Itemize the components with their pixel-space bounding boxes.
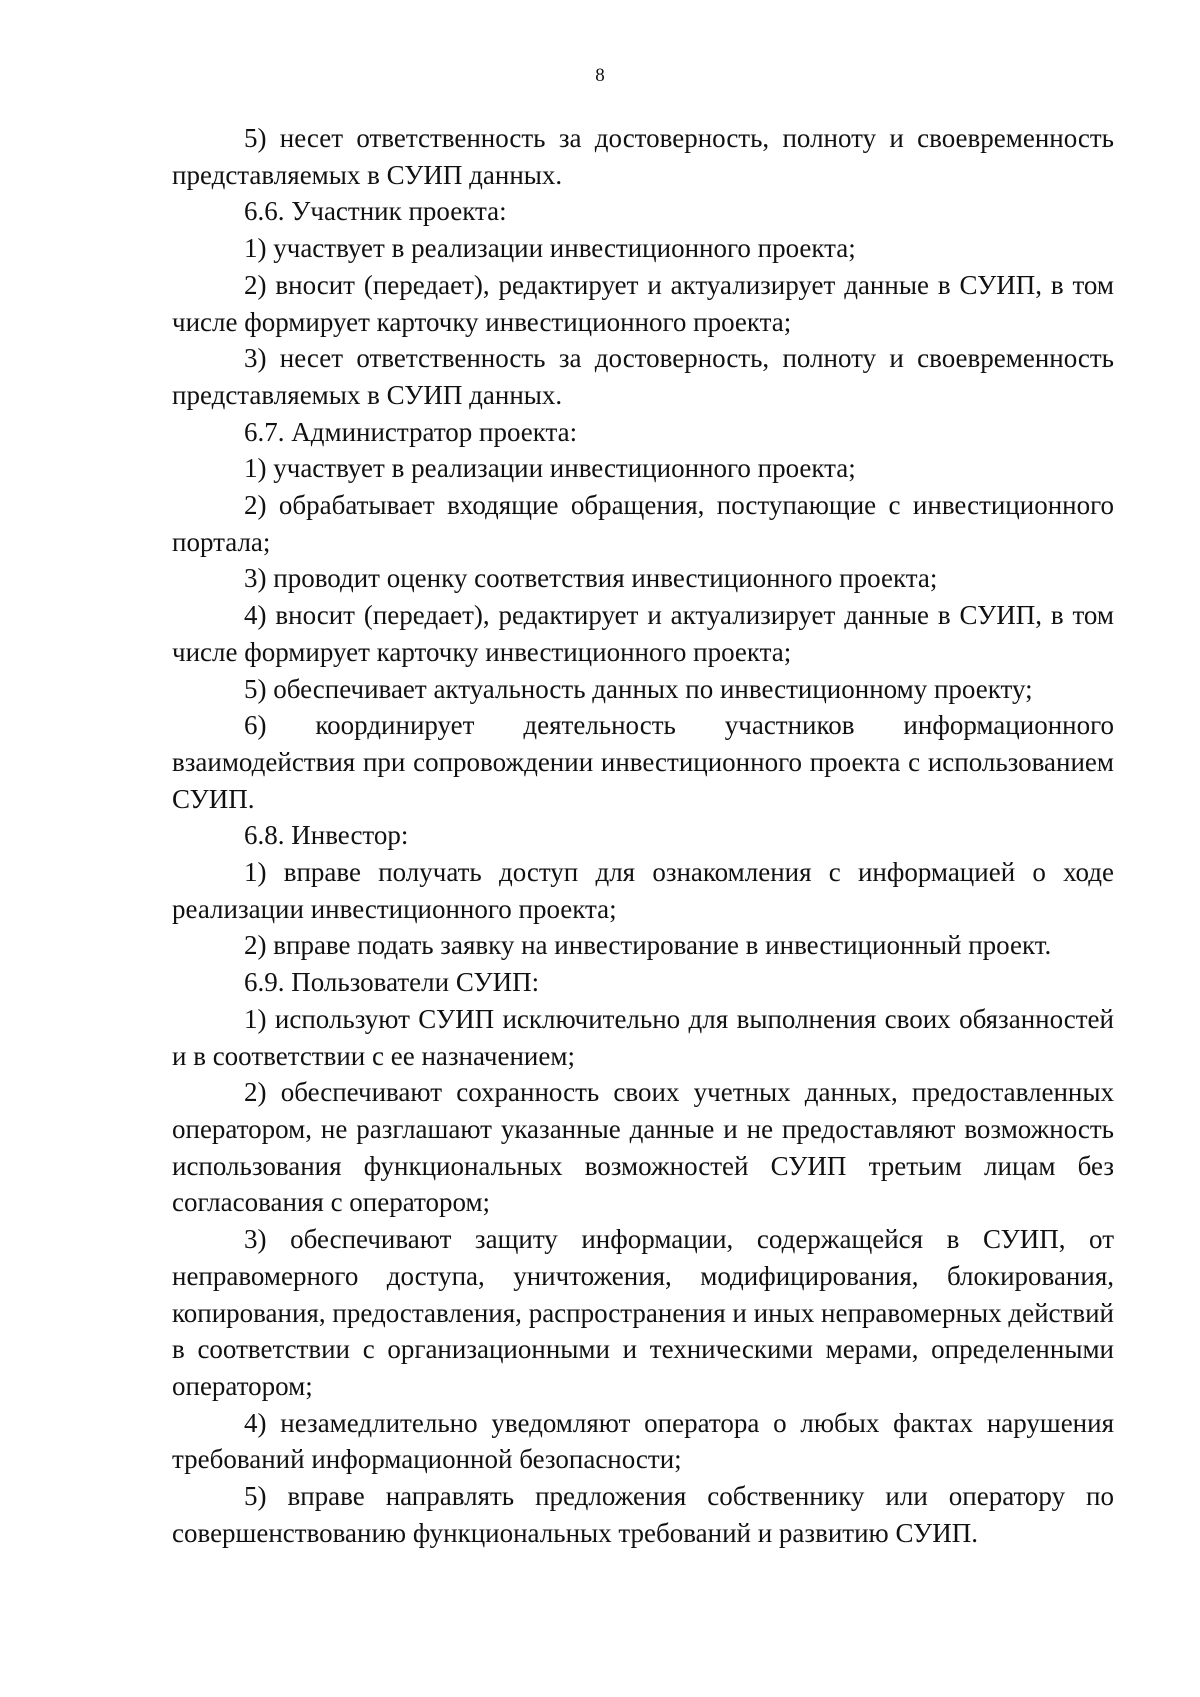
paragraph: 1) вправе получать доступ для ознакомления с информацией о ходе реализации инвестиционного проекта; [172, 857, 1114, 924]
section-heading-6-8: 6.8. Инвестор: [244, 820, 409, 851]
page-number: 8 [595, 65, 605, 86]
paragraph: 1) используют СУИП исключительно для выполнения своих обязанностей и в соответствии с ее назначением; [172, 1003, 1114, 1071]
paragraph: 1) участвует в реализации инвестиционного проекта; [244, 233, 856, 264]
paragraph: 4) вносит (передает), редактирует и актуализирует данные в СУИП, в том числе формирует карточку инвестиционного проекта; [172, 600, 1114, 667]
section-heading-6-6: 6.6. Участник проекта: [244, 196, 507, 227]
paragraph: 2) вправе подать заявку на инвестирование в инвестиционный проект. [244, 930, 1052, 961]
paragraph: 4) незамедлительно уведомляют оператора о любых фактах нарушения требований информационной безопасности; [172, 1407, 1114, 1475]
paragraph: 3) несет ответственность за достоверность, полноту и своевременность представляемых в СУИП данных. [172, 343, 1114, 410]
paragraph: 2) обрабатывает входящие обращения, поступающие с инвестиционного портала; [172, 490, 1114, 557]
paragraph: 1) участвует в реализации инвестиционного проекта; [244, 453, 856, 484]
paragraph: 2) обеспечивают сохранность своих учетных данных, предоставленных оператором, не разглашают указанные данные и не предоставляют возможность использования функциональных возможностей СУИП третьим лицам без согласования с оператором; [172, 1077, 1114, 1218]
paragraph: 6) координирует деятельность участников информационного взаимодействия при сопровождении инвестиционного проекта с использованием СУИП. [172, 710, 1114, 814]
paragraph: 2) вносит (передает), редактирует и актуализирует данные в СУИП, в том числе формирует карточку инвестиционного проекта; [172, 269, 1114, 337]
section-heading-6-7: 6.7. Администратор проекта: [244, 416, 578, 447]
paragraph: 3) проводит оценку соответствия инвестиционного проекта; [244, 563, 938, 594]
paragraph: 5) несет ответственность за достоверность, полноту и своевременность представляемых в СУИП данных. [172, 123, 1114, 190]
body-text [172, 120, 1114, 1551]
paragraph: 5) обеспечивает актуальность данных по инвестиционному проекту; [244, 673, 1033, 704]
paragraph: 5) вправе направлять предложения собственнику или оператору по совершенствованию функциональных требований и развитию СУИП. [172, 1481, 1114, 1548]
section-heading-6-9: 6.9. Пользователи СУИП: [244, 967, 540, 998]
paragraph: 3) обеспечивают защиту информации, содержащейся в СУИП, от неправомерного доступа, уничтожения, модифицирования, блокирования, копирования, предоставления, распространения и иных неправомерных действий в соответствии с организационными и техническими мерами, определенными оператором; [172, 1224, 1114, 1401]
